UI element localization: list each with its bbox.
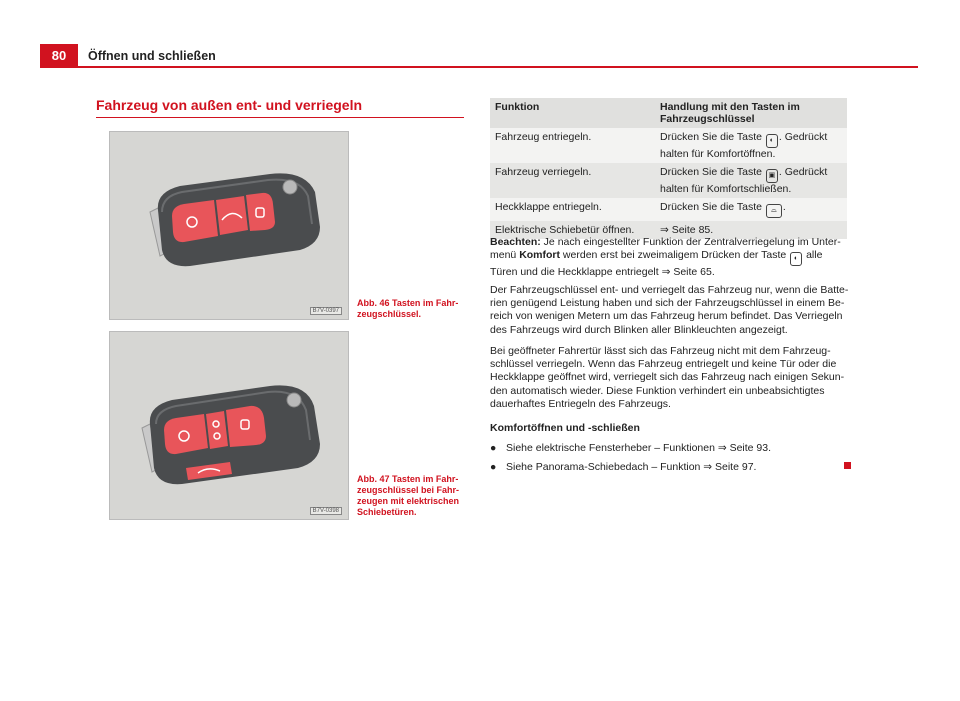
figure-caption: Abb. 46 Tasten im Fahrzeugschlüssel. xyxy=(357,298,459,319)
menu-name: Komfort xyxy=(519,249,561,262)
car-key-illustration xyxy=(110,332,348,519)
unlock-icon: ◐ xyxy=(766,134,778,148)
table-row xyxy=(490,163,847,198)
bullet-icon: ● xyxy=(490,461,497,473)
body-paragraph: Bei geöffneter Fahrertür lässt sich das Fahrzeug nicht mit dem Fahrzeugschlüssel verriegeln. Wenn das Fahrzeug entriegelt und keine Tür oder die Heckklappe geöffnet wird, verriegelt sich das Fahrzeug nach einigen Sekunden automatisch wieder. Diese Funktion verhindert ein unbeabsichtigtes dauerhaftes Entriegeln des Fahrzeugs. xyxy=(490,345,845,410)
body-paragraph: Der Fahrzeugschlüssel ent- und verriegelt das Fahrzeug nur, wenn die Batterien genügend Leistung haben und sich der Fahrzeugschlüssel in einem Bereich von wenigen Metern um das Fahrzeug herum befindet. Das Verriegeln des Fahrzeugs wird durch Blinken aller Blinkleuchten angezeigt. xyxy=(490,284,849,336)
note-label: Beachten: xyxy=(490,236,541,248)
list-item-text: Siehe elektrische Fensterheber – Funktionen ⇒ Seite 93. xyxy=(506,442,772,454)
unlock-icon: ◐ xyxy=(790,252,802,266)
section-title: Fahrzeug von außen ent- und verriegeln xyxy=(96,97,363,113)
figure-caption: Abb. 47 Tasten im Fahrzeugschlüssel bei Fahrzeugen mit elektrischen Schiebetüren. xyxy=(357,474,460,517)
action-cell xyxy=(655,198,847,221)
figure-key-buttons xyxy=(109,131,349,320)
list-item xyxy=(490,442,850,455)
note-text: werden erst bei zweimaligem Drücken der Taste xyxy=(560,249,790,262)
section-end-marker xyxy=(844,462,851,469)
figure-code: B7V-0397 xyxy=(310,307,342,315)
note-paragraph xyxy=(490,236,850,279)
bullet-icon: ● xyxy=(490,442,497,454)
function-cell: Heckklappe entriegeln. xyxy=(490,198,655,221)
column-header-function: Funktion xyxy=(490,98,655,128)
trunk-icon: ⌓ xyxy=(766,204,782,218)
car-key-illustration xyxy=(110,132,348,319)
list-item xyxy=(490,461,850,474)
action-cell: ⇒ Seite 85. xyxy=(655,221,847,239)
action-cell xyxy=(655,128,847,163)
chapter-title: Öffnen und schließen xyxy=(88,49,216,63)
action-text: . xyxy=(782,201,786,213)
function-table xyxy=(490,98,847,239)
action-text: Drücken Sie die Taste xyxy=(660,201,765,213)
action-text: Drücken Sie die Taste xyxy=(660,131,765,143)
page-number: 80 xyxy=(40,44,78,68)
table-row xyxy=(490,198,847,221)
section-rule xyxy=(96,117,464,118)
table-header-row xyxy=(490,98,847,128)
function-cell: Fahrzeug entriegeln. xyxy=(490,128,655,163)
column-header-action: Handlung mit den Tasten im Fahrzeugschlüssel xyxy=(655,98,847,128)
note-text: alle Türen und die Heckklappe entriegelt ⇒ Seite 65. xyxy=(490,249,823,279)
note-text: Je nach eingestellter Funktion der Zentralverriegelung im Untermenü xyxy=(490,236,841,262)
action-cell xyxy=(655,163,847,198)
function-cell: Fahrzeug verriegeln. xyxy=(490,163,655,198)
table-row xyxy=(490,128,847,163)
action-text: Drücken Sie die Taste xyxy=(660,166,765,178)
figure-key-buttons-sliding-doors xyxy=(109,331,349,520)
lock-icon: ▣ xyxy=(766,169,778,183)
figure-code: B7V-0398 xyxy=(310,507,342,515)
list-item-text: Siehe Panorama-Schiebedach – Funktion ⇒ Seite 97. xyxy=(506,461,757,473)
header-rule xyxy=(40,66,918,68)
action-text: . Gedrückt halten für Komfortschließen. xyxy=(660,166,828,195)
function-cell: Elektrische Schiebetür öffnen. xyxy=(490,221,655,239)
subheading: Komfortöffnen und -schließen xyxy=(490,422,640,434)
action-text: . Gedrückt halten für Komfortöffnen. xyxy=(660,131,828,160)
